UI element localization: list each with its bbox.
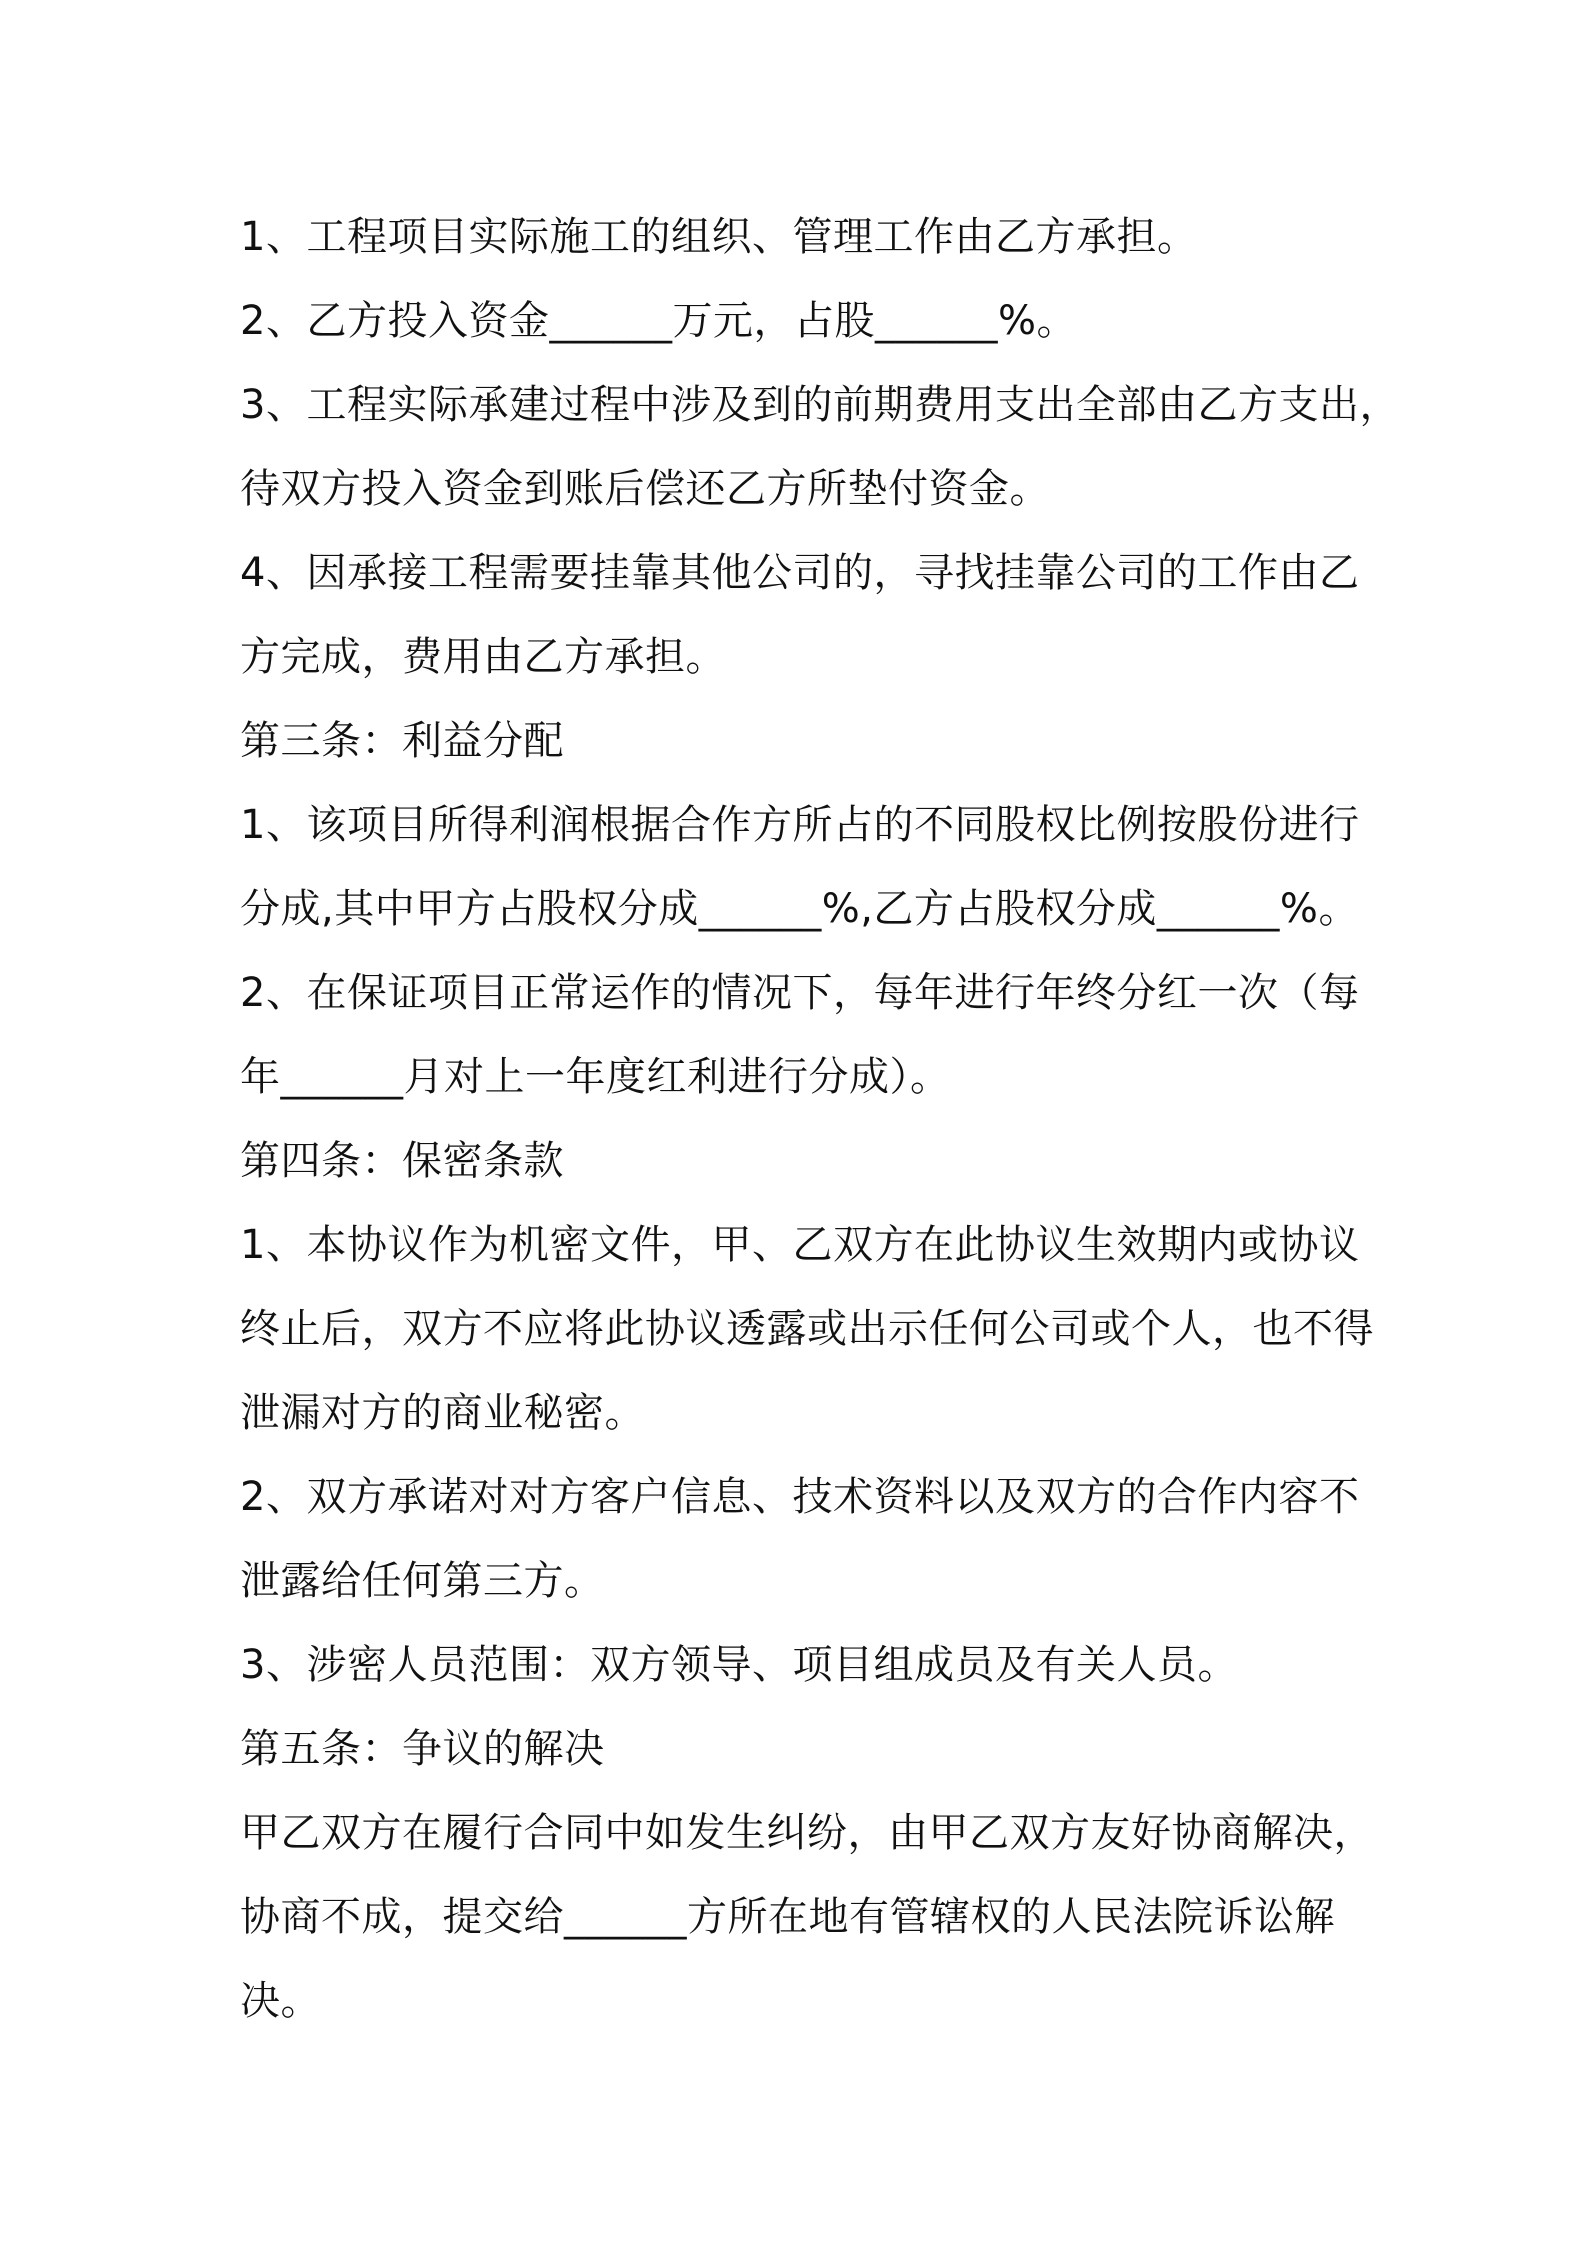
article-4-clause-2-line-1: 2、双方承诺对对方客户信息、技术资料以及双方的合作内容不: [240, 1474, 1360, 1520]
article-4-heading: 第四条：保密条款: [240, 1138, 564, 1184]
article-3-clause-1-line-2: 分成,其中甲方占股权分成______%,乙方占股权分成______%。: [240, 886, 1359, 932]
article-5-heading: 第五条：争议的解决: [240, 1726, 605, 1772]
document-body: [240, 195, 1400, 2043]
clause-4-line-1: 4、因承接工程需要挂靠其他公司的，寻找挂靠公司的工作由乙: [240, 550, 1360, 596]
article-3-heading: 第三条：利益分配: [240, 718, 564, 764]
clause-4-line-2: 方完成，费用由乙方承担。: [240, 634, 726, 680]
clause-1-line: 1、工程项目实际施工的组织、管理工作由乙方承担。: [240, 214, 1198, 260]
article-4-clause-1-line-2: 终止后，双方不应将此协议透露或出示任何公司或个人，也不得: [240, 1306, 1374, 1352]
article-4-clause-1-line-1: 1、本协议作为机密文件，甲、乙双方在此协议生效期内或协议: [240, 1222, 1360, 1268]
article-5-body-line-3: 决。: [240, 1978, 321, 2024]
clause-2-line: 2、乙方投入资金______万元，占股______%。: [240, 298, 1077, 344]
clause-3-line-1: 3、工程实际承建过程中涉及到的前期费用支出全部由乙方支出，: [240, 382, 1400, 428]
article-5-body-line-2: 协商不成，提交给______方所在地有管辖权的人民法院诉讼解: [240, 1894, 1335, 1940]
article-3-clause-2-line-1: 2、在保证项目正常运作的情况下，每年进行年终分红一次（每: [240, 970, 1360, 1016]
article-3-clause-1-line-1: 1、该项目所得利润根据合作方所占的不同股权比例按股份进行: [240, 802, 1360, 848]
article-4-clause-2-line-2: 泄露给任何第三方。: [240, 1558, 605, 1604]
article-4-clause-1-line-3: 泄漏对方的商业秘密。: [240, 1390, 645, 1436]
article-4-clause-3-line: 3、涉密人员范围：双方领导、项目组成员及有关人员。: [240, 1642, 1238, 1688]
article-5-body-line-1: 甲乙双方在履行合同中如发生纠纷，由甲乙双方友好协商解决，: [240, 1810, 1374, 1856]
article-3-clause-2-line-2: 年______月对上一年度红利进行分成）。: [240, 1054, 951, 1100]
clause-3-line-2: 待双方投入资金到账后偿还乙方所垫付资金。: [240, 466, 1050, 512]
